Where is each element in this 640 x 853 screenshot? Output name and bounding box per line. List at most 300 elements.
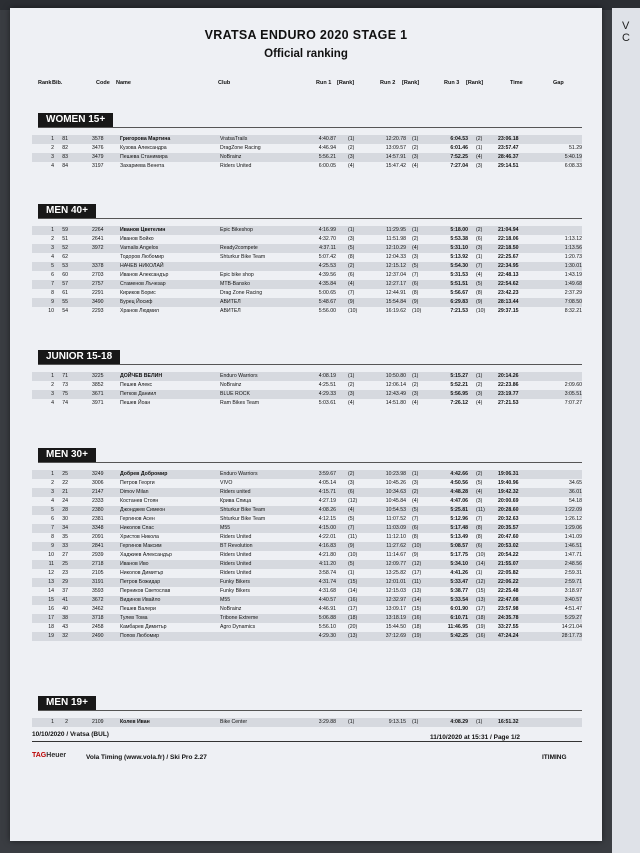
gap-cell: 2:59.71 (564, 579, 582, 585)
run2-cell: 13:18.19 (385, 615, 406, 621)
table-row (32, 470, 582, 479)
bib-cell: 75 (62, 391, 68, 397)
run3-cell: 5:31.53 (450, 272, 468, 278)
run3-cell: 5:53.38 (450, 236, 468, 242)
run2-rank-cell: (2) (412, 236, 419, 242)
run3-cell: 6:29.83 (450, 299, 468, 305)
run3-rank-cell: (4) (476, 489, 483, 495)
run3-cell: 5:54.30 (450, 263, 468, 269)
table-row (32, 587, 582, 596)
run2-rank-cell: (16) (412, 615, 422, 621)
name-cell: Стаменов Лъчезар (120, 281, 166, 287)
run2-rank-cell: (17) (412, 570, 422, 576)
time-cell: 20:14.26 (498, 373, 519, 379)
run1-rank-cell: (14) (348, 588, 358, 594)
run1-cell: 4:35.84 (318, 281, 336, 287)
run2-rank-cell: (7) (412, 516, 419, 522)
run3-rank-cell: (1) (476, 145, 483, 151)
rank-cell: 8 (51, 534, 54, 540)
bib-cell: 38 (62, 615, 68, 621)
code-cell: 3225 (92, 373, 104, 379)
run2-rank-cell: (12) (412, 561, 422, 567)
run2-rank-cell: (1) (412, 136, 419, 142)
code-cell: 3348 (92, 525, 104, 531)
bib-cell: 21 (62, 489, 68, 495)
club-cell: Bike Center (220, 719, 248, 725)
run2-cell: 13:25.82 (385, 570, 406, 576)
run1-rank-cell: (12) (348, 498, 358, 504)
rank-cell: 6 (51, 272, 54, 278)
code-cell: 3578 (92, 136, 104, 142)
section-title: WOMEN 15+ (38, 113, 113, 127)
bib-cell: 61 (62, 290, 68, 296)
club-cell: Tribone Extreme (220, 615, 259, 621)
time-cell: 29:14.51 (498, 163, 519, 169)
code-cell: 3249 (92, 471, 104, 477)
run1-cell: 4:12.15 (318, 516, 336, 522)
bib-cell: 81 (62, 136, 68, 142)
gap-cell: 7:07.27 (564, 400, 582, 406)
name-cell: Varnalis Angelos (120, 245, 159, 251)
gap-cell: 1:46.51 (564, 543, 582, 549)
code-cell: 2703 (92, 272, 104, 278)
gap-cell: 1:13.56 (564, 245, 582, 251)
table-row (32, 506, 582, 515)
run3-cell: 5:56.67 (450, 290, 468, 296)
code-cell: 2490 (92, 633, 104, 639)
rank-cell: 16 (48, 606, 54, 612)
code-cell: 3971 (92, 400, 104, 406)
code-cell: 2381 (92, 516, 104, 522)
code-cell: 2641 (92, 236, 104, 242)
run1-rank-cell: (8) (348, 254, 355, 260)
code-cell: 2333 (92, 498, 104, 504)
bib-cell: 54 (62, 308, 68, 314)
rank-cell: 12 (48, 570, 54, 576)
time-cell: 20:00.69 (498, 498, 519, 504)
run3-cell: 4:42.66 (450, 471, 468, 477)
code-cell: 2091 (92, 534, 104, 540)
run2-rank-cell: (13) (412, 588, 422, 594)
rank-cell: 1 (51, 136, 54, 142)
section-divider (38, 218, 582, 219)
rank-cell: 10 (48, 308, 54, 314)
time-cell: 22:54.62 (498, 281, 519, 287)
run2-cell: 11:14.67 (386, 552, 406, 558)
run1-rank-cell: (15) (348, 579, 358, 585)
run2-rank-cell: (4) (412, 400, 419, 406)
name-cell: Хранов Людмил (120, 308, 159, 314)
rank-cell: 7 (51, 525, 54, 531)
run3-rank-cell: (8) (476, 525, 483, 531)
gap-cell: 3:05.51 (564, 391, 582, 397)
club-cell: Riders United (220, 570, 252, 576)
bib-cell: 82 (62, 145, 68, 151)
footer-timing: Vola Timing (www.vola.fr) / Ski Pro 2.27 (86, 754, 207, 761)
run3-rank-cell: (16) (476, 633, 486, 639)
run3-rank-cell: (4) (476, 272, 483, 278)
run1-rank-cell: (4) (348, 281, 355, 287)
run2-cell: 12:32.97 (385, 597, 406, 603)
run3-rank-cell: (8) (476, 290, 483, 296)
name-cell: Попов Любомир (120, 633, 160, 639)
bib-cell: 24 (62, 498, 68, 504)
run2-cell: 14:51.80 (385, 400, 406, 406)
time-cell: 20:54.22 (498, 552, 519, 558)
club-cell: Riders United (220, 561, 252, 567)
run1-cell: 5:56.00 (318, 308, 336, 314)
bib-cell: 29 (62, 579, 68, 585)
name-cell: Колев Иван (120, 719, 150, 725)
code-cell: 2380 (92, 507, 104, 513)
section-divider (38, 710, 582, 711)
rank-cell: 3 (51, 154, 54, 160)
run1-rank-cell: (2) (348, 145, 355, 151)
table-row (32, 390, 582, 399)
header-rank: Rank (38, 80, 52, 86)
logo-heuer: Heuer (46, 752, 67, 759)
name-cell: Иванов Цветелин (120, 227, 166, 233)
table-row (32, 262, 582, 271)
name-cell: Гергинов Асен (120, 516, 155, 522)
name-cell: Кузова Александра (120, 145, 167, 151)
rank-cell: 3 (51, 391, 54, 397)
table-row (32, 381, 582, 390)
name-cell: НАЧЕВ НИКОЛАЙ (120, 263, 164, 269)
rank-cell: 17 (48, 615, 54, 621)
rank-cell: 5 (51, 507, 54, 513)
run3-cell: 5:51.51 (450, 281, 468, 287)
bib-cell: 74 (62, 400, 68, 406)
run3-cell: 5:34.10 (450, 561, 468, 567)
section-title: MEN 19+ (38, 696, 96, 710)
gap-cell: 1:20.73 (564, 254, 582, 260)
time-cell: 33:27.55 (498, 624, 519, 630)
run2-cell: 13:09.57 (385, 145, 406, 151)
table-row (32, 605, 582, 614)
gap-cell: 28:17.73 (561, 633, 582, 639)
gap-cell: 6:08.33 (564, 163, 582, 169)
run2-rank-cell: (3) (412, 480, 419, 486)
rank-cell: 14 (48, 588, 54, 594)
run2-rank-cell: (1) (412, 227, 419, 233)
run3-cell: 11:46.95 (447, 624, 468, 630)
run2-cell: 12:20.78 (385, 136, 406, 142)
code-cell: 3593 (92, 588, 104, 594)
bib-cell: 53 (62, 263, 68, 269)
run3-cell: 5:52.21 (450, 382, 468, 388)
club-cell: BT Revolution (220, 543, 253, 549)
club-cell: NoBrainz (220, 606, 242, 612)
table-row (32, 162, 582, 171)
table-row (32, 235, 582, 244)
run2-rank-cell: (7) (412, 272, 419, 278)
bib-cell: 83 (62, 154, 68, 160)
header-time: Time (510, 80, 523, 86)
run3-rank-cell: (1) (476, 570, 483, 576)
rank-cell: 4 (51, 254, 54, 260)
run2-cell: 10:45.26 (385, 480, 406, 486)
run3-cell: 6:01.46 (450, 145, 468, 151)
code-cell: 3006 (92, 480, 104, 486)
name-cell: Николов Димитър (120, 570, 164, 576)
table-row (32, 289, 582, 298)
bib-cell: 62 (62, 254, 68, 260)
run3-rank-cell: (2) (476, 471, 483, 477)
header-rank1: [Rank] (337, 80, 355, 86)
run2-rank-cell: (8) (412, 290, 419, 296)
club-cell: Drag Zone Racing (220, 290, 263, 296)
gap-cell: 7:08.50 (564, 299, 582, 305)
results-sheet (10, 8, 602, 841)
run1-cell: 4:31.74 (318, 579, 336, 585)
time-cell: 16:51.32 (498, 719, 519, 725)
run1-cell: 4:11.20 (319, 561, 336, 567)
run2-cell: 12:09.77 (385, 561, 406, 567)
run2-rank-cell: (9) (412, 552, 419, 558)
run3-rank-cell: (19) (476, 624, 486, 630)
bib-cell: 84 (62, 163, 68, 169)
run3-rank-cell: (4) (476, 400, 483, 406)
run1-cell: 4:25.51 (318, 382, 336, 388)
code-cell: 3462 (92, 606, 104, 612)
run1-cell: 4:40.57 (318, 597, 336, 603)
run1-rank-cell: (2) (348, 382, 355, 388)
run2-cell: 9:13.15 (388, 719, 406, 725)
time-cell: 24:35.78 (498, 615, 519, 621)
run2-cell: 12:04.33 (385, 254, 406, 260)
run3-rank-cell: (3) (476, 391, 483, 397)
table-row (32, 488, 582, 497)
time-cell: 23:57.98 (498, 606, 519, 612)
club-cell: VIVO (220, 480, 233, 486)
run3-cell: 5:17.48 (450, 525, 468, 531)
run1-cell: 4:08.26 (318, 507, 336, 513)
header-run2: Run 2 (380, 80, 396, 86)
run2-cell: 37:12.69 (385, 633, 406, 639)
run2-rank-cell: (4) (412, 163, 419, 169)
table-row (32, 623, 582, 632)
bib-cell: 60 (62, 272, 68, 278)
run2-cell: 10:50.80 (385, 373, 406, 379)
run1-rank-cell: (16) (348, 597, 358, 603)
gap-cell: 2:37.29 (564, 290, 582, 296)
code-cell: 3378 (92, 263, 104, 269)
name-cell: Пешев Алекс (120, 382, 153, 388)
time-cell: 20:47.60 (498, 534, 519, 540)
run3-cell: 5:15.27 (450, 373, 468, 379)
run2-rank-cell: (5) (412, 263, 419, 269)
code-cell: 2264 (92, 227, 104, 233)
run3-rank-cell: (1) (476, 719, 483, 725)
rank-cell: 15 (48, 597, 54, 603)
run1-rank-cell: (1) (348, 373, 355, 379)
bib-cell: 55 (62, 299, 68, 305)
run2-cell: 10:34.63 (385, 489, 406, 495)
run1-rank-cell: (1) (348, 136, 355, 142)
run1-rank-cell: (10) (348, 552, 358, 558)
rank-cell: 9 (51, 543, 54, 549)
bib-cell: 73 (62, 382, 68, 388)
run1-cell: 5:56.21 (318, 154, 336, 160)
gap-cell: 2:59.31 (564, 570, 582, 576)
time-cell: 23:57.47 (498, 145, 519, 151)
rank-cell: 1 (51, 719, 54, 725)
run3-cell: 5:33.47 (450, 579, 468, 585)
run3-cell: 6:01.90 (450, 606, 468, 612)
club-cell: АВИТЕЛ (220, 299, 241, 305)
run2-cell: 12:10.29 (385, 245, 406, 251)
logo-tag: TAG (32, 752, 47, 759)
time-cell: 20:32.63 (498, 516, 519, 522)
rank-cell: 2 (51, 382, 54, 388)
rank-cell: 3 (51, 489, 54, 495)
run1-rank-cell: (5) (348, 561, 355, 567)
rank-cell: 2 (51, 236, 54, 242)
run3-rank-cell: (1) (476, 373, 483, 379)
section-divider (38, 462, 582, 463)
run1-rank-cell: (20) (348, 624, 358, 630)
run3-cell: 5:08.57 (450, 543, 468, 549)
run2-rank-cell: (4) (412, 498, 419, 504)
name-cell: Кириков Борис (120, 290, 156, 296)
time-cell: 19:40.96 (498, 480, 519, 486)
name-cell: Видинов Ивайло (120, 597, 161, 603)
bib-cell: 43 (62, 624, 68, 630)
club-cell: Funky Bikers (220, 588, 250, 594)
run1-cell: 4:16.83 (318, 543, 336, 549)
run1-rank-cell: (4) (348, 163, 355, 169)
club-cell: Epic bike shop (220, 272, 254, 278)
name-cell: Тодоров Любомир (120, 254, 164, 260)
table-row (32, 479, 582, 488)
section-title: JUNIOR 15-18 (38, 350, 120, 364)
run3-rank-cell: (14) (476, 561, 486, 567)
run1-rank-cell: (18) (348, 615, 358, 621)
gap-cell: 1:49.68 (564, 281, 582, 287)
table-row (32, 515, 582, 524)
run3-rank-cell: (9) (476, 299, 483, 305)
time-cell: 23:42.23 (498, 290, 519, 296)
gap-cell: 2:48.56 (564, 561, 582, 567)
run2-rank-cell: (2) (412, 145, 419, 151)
run1-rank-cell: (5) (348, 516, 355, 522)
run3-rank-cell: (18) (476, 615, 486, 621)
run1-cell: 4:29.30 (318, 633, 336, 639)
bib-cell: 52 (62, 245, 68, 251)
run1-rank-cell: (9) (348, 543, 355, 549)
time-cell: 20:35.57 (498, 525, 519, 531)
gap-cell: 5:29.27 (564, 615, 582, 621)
run3-cell: 7:52.25 (450, 154, 468, 160)
run1-rank-cell: (6) (348, 489, 355, 495)
club-cell: Shturkur Bike Team (220, 507, 266, 513)
run3-rank-cell: (10) (476, 552, 486, 558)
run3-cell: 5:13.49 (450, 534, 468, 540)
run3-rank-cell: (3) (476, 163, 483, 169)
code-cell: 2293 (92, 308, 104, 314)
code-cell: 3476 (92, 145, 104, 151)
code-cell: 2718 (92, 561, 104, 567)
club-cell: NoBrainz (220, 382, 242, 388)
run1-cell: 5:00.65 (318, 290, 336, 296)
club-cell: DragZone Racing (220, 145, 261, 151)
run1-cell: 3:58.74 (318, 570, 336, 576)
run2-rank-cell: (1) (412, 719, 419, 725)
code-cell: 3852 (92, 382, 104, 388)
run2-cell: 11:12.10 (386, 534, 406, 540)
gap-cell: 36.01 (569, 489, 582, 495)
table-row (32, 244, 582, 253)
run2-cell: 12:06.14 (385, 382, 406, 388)
run3-cell: 4:48.28 (450, 489, 468, 495)
rank-cell: 4 (51, 498, 54, 504)
run2-rank-cell: (10) (412, 308, 422, 314)
run3-cell: 5:56.95 (450, 391, 468, 397)
run2-cell: 12:44.91 (385, 290, 406, 296)
run2-cell: 14:57.91 (385, 154, 406, 160)
club-cell: BLUE ROCK (220, 391, 250, 397)
run1-cell: 4:05.14 (318, 480, 336, 486)
bib-cell: 23 (62, 570, 68, 576)
bib-cell: 71 (62, 373, 68, 379)
run3-rank-cell: (4) (476, 154, 483, 160)
run1-rank-cell: (6) (348, 272, 355, 278)
run1-cell: 4:16.99 (318, 227, 336, 233)
run2-rank-cell: (14) (412, 597, 422, 603)
footer-printed: 11/10/2020 at 15:31 / Page 1/2 (430, 734, 520, 741)
rank-cell: 6 (51, 516, 54, 522)
rank-cell: 18 (48, 624, 54, 630)
run3-cell: 5:13.92 (450, 254, 468, 260)
run1-rank-cell: (7) (348, 525, 355, 531)
run2-cell: 11:27.62 (386, 543, 406, 549)
name-cell: Николов Спас (120, 525, 154, 531)
table-row (32, 718, 582, 727)
code-cell: 2105 (92, 570, 104, 576)
run3-rank-cell: (3) (476, 498, 483, 504)
run1-rank-cell: (1) (348, 719, 355, 725)
run1-rank-cell: (1) (348, 227, 355, 233)
table-row (32, 298, 582, 307)
name-cell: Бурец Йосиф (120, 299, 153, 305)
table-row (32, 372, 582, 381)
rank-cell: 2 (51, 145, 54, 151)
rank-cell: 1 (51, 373, 54, 379)
name-cell: Петров Георги (120, 480, 155, 486)
run2-cell: 11:03.09 (386, 525, 406, 531)
gap-cell: 1:43.19 (564, 272, 582, 278)
bib-cell: 25 (62, 471, 68, 477)
run1-cell: 4:40.87 (318, 136, 336, 142)
club-cell: M55 (220, 597, 231, 603)
run2-cell: 15:54.84 (385, 299, 406, 305)
gap-cell: 3:40.57 (564, 597, 582, 603)
table-row (32, 153, 582, 162)
table-row (32, 632, 582, 641)
table-row (32, 307, 582, 316)
table-row (32, 596, 582, 605)
name-cell: Петров Божидар (120, 579, 161, 585)
time-cell: 21:55.07 (498, 561, 519, 567)
rank-cell: 2 (51, 480, 54, 486)
name-cell: Перников Светослав (120, 588, 171, 594)
bib-cell: 25 (62, 561, 68, 567)
name-cell: Пешев Йоан (120, 400, 151, 406)
time-cell: 29:37.15 (498, 308, 519, 314)
code-cell: 3490 (92, 299, 104, 305)
bib-cell: 51 (62, 236, 68, 242)
